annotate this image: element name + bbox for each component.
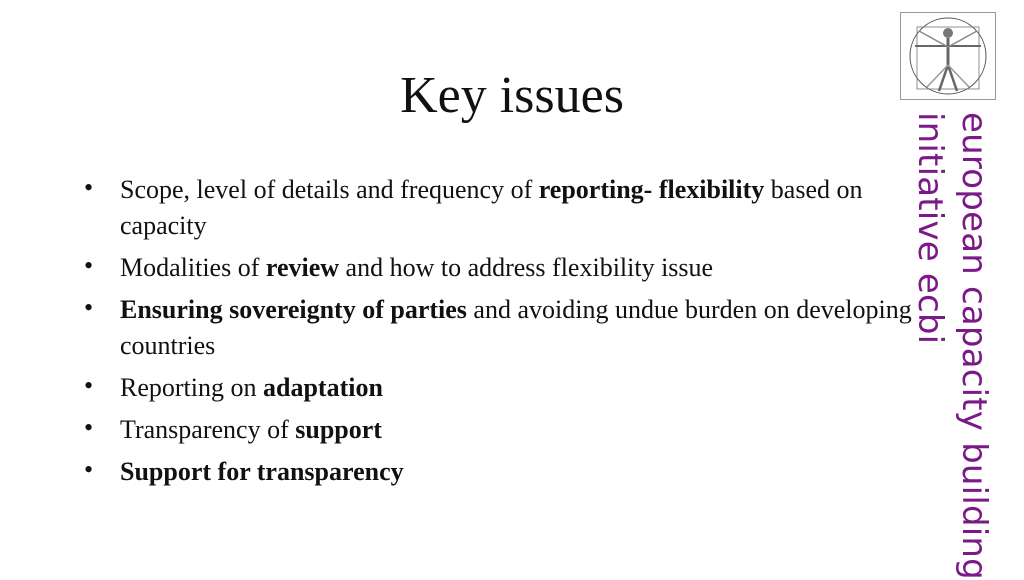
bullet-item	[84, 370, 914, 406]
bullet-text-bold: reporting- flexibility	[538, 175, 765, 204]
bullet-item	[84, 412, 914, 448]
brand-name-line: european capacity building	[954, 112, 994, 580]
bullet-list	[84, 172, 914, 496]
bullet-item	[84, 454, 914, 490]
bullet-dot: •	[84, 455, 94, 484]
bullet-text-segment: Scope, level of details and frequency of	[120, 175, 539, 204]
bullet-text-segment: and avoiding undue burden on developing countries	[120, 295, 912, 360]
bullet-text-segment: based on capacity	[120, 175, 863, 240]
slide-title: Key issues	[400, 67, 624, 124]
bullet-text-bold: support	[295, 415, 382, 444]
bullet-dot: •	[84, 413, 94, 442]
bullet-text-bold: review	[265, 253, 340, 282]
vitruvian-man-icon	[900, 12, 996, 100]
bullet-item	[84, 172, 914, 244]
bullet-text-segment: Transparency of	[120, 415, 296, 444]
bullet-text-bold: adaptation	[263, 373, 383, 402]
brand-name-line-2: initiative ecbi	[910, 112, 950, 345]
bullet-item	[84, 292, 914, 364]
bullet-text-segment: Modalities of	[120, 253, 266, 282]
bullet-dot: •	[84, 251, 94, 280]
bullet-item	[84, 250, 914, 286]
bullet-dot: •	[84, 173, 94, 202]
bullet-text-segment: Reporting on	[120, 373, 263, 402]
bullet-dot: •	[84, 371, 94, 400]
bullet-text-bold: Ensuring sovereignty of parties	[120, 295, 467, 324]
bullet-text-bold: Support for transparency	[120, 457, 404, 486]
bullet-dot: •	[84, 293, 94, 322]
vitruvian-man-drawing	[901, 13, 995, 99]
bullet-text-segment: and how to address flexibility issue	[339, 253, 714, 282]
